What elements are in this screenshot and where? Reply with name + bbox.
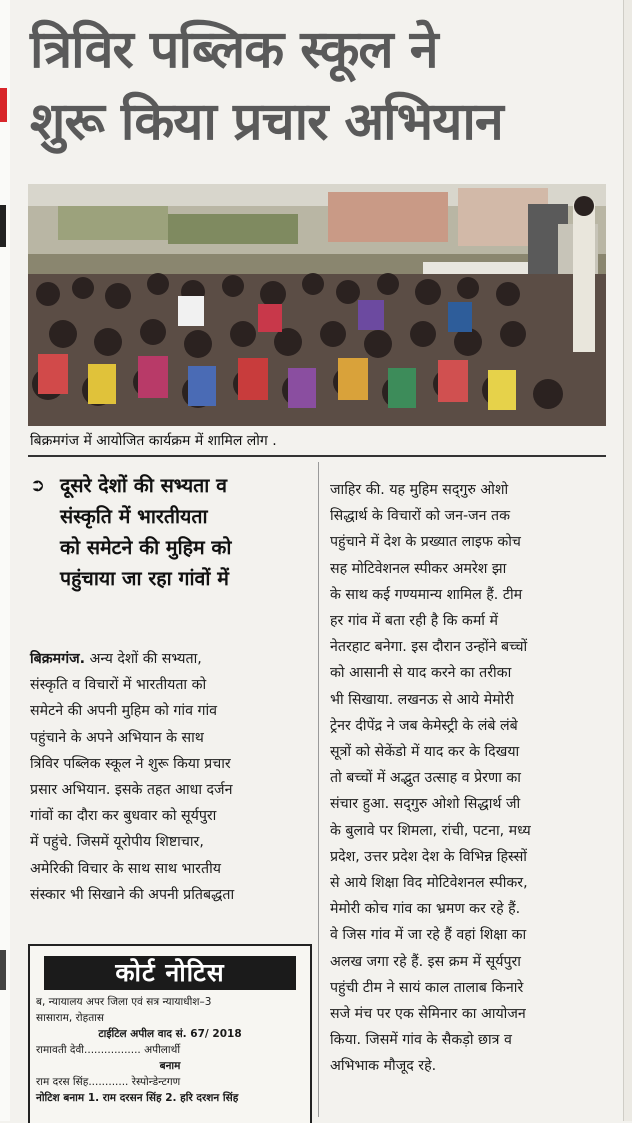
body-line: के बुलावे पर शिमला, रांची, पटना, मध्य (330, 822, 531, 839)
adjacent-column-strip (623, 0, 632, 1121)
notice-line: टाईटिल अपील वाद सं. 67/ 2018 (98, 1028, 242, 1040)
body-line (30, 646, 312, 672)
body-line: संस्कार भी सिखाने की अपनी प्रतिबद्धता (30, 886, 235, 903)
body-line: सिद्धार्थ के विचारों को जन-जन तक (330, 508, 510, 525)
court-notice (28, 944, 312, 1123)
body-line: अमेरिकी विचार के साथ साथ भारतीय (30, 860, 221, 877)
body-line: सजे मंच पर एक सेमिनार का आयोजन (330, 1006, 526, 1023)
caption-rule (28, 455, 606, 457)
arrow-bullet-icon: ➲ (30, 475, 46, 496)
body-line: अभिभाक मौजूद रहे. (330, 1058, 437, 1075)
body-line: पहुंची टीम ने सायं काल तालाब किनारे (330, 979, 524, 996)
body-line: प्रदेश, उत्तर प्रदेश देश के विभिन्न हिस्सों (330, 848, 527, 865)
body-line: प्रसार अभियान. इसके तहत आधा दर्जन (30, 782, 233, 799)
body-line: जाहिर की. यह मुहिम सद्‌गुरु ओशो (330, 482, 509, 498)
body-line: सह मोटिवेशनल स्पीकर अमरेश झा (330, 560, 507, 577)
notice-line: ब, न्यायालय अपर जिला एवं सत्र न्यायाधीश–3 (36, 996, 212, 1008)
notice-line: बनाम (159, 1060, 181, 1072)
article-body-left (30, 646, 312, 908)
headline-line-1: त्रिविर पब्लिक स्कूल ने (30, 20, 438, 80)
body-line: हर गांव में बता रही है कि कर्मा में (330, 613, 498, 630)
body-line: में पहुंचे. जिसमें यूरोपीय शिष्टाचार, (30, 834, 204, 851)
body-line: को आसानी से याद करने का तरीका (330, 665, 512, 682)
body-line: समेटने की अपनी मुहिम को गांव गांव (30, 703, 218, 720)
subheadline (30, 470, 310, 594)
body-line: संस्कृति व विचारों में भारतीयता को (30, 677, 207, 694)
body-line: से आये शिक्षा विद मोटिवेशनल स्पीकर, (330, 875, 528, 892)
notice-line: नोटिश बनाम 1. राम दरसन सिंह 2. हरि दरशन सिंह (36, 1092, 239, 1104)
column-divider (318, 462, 319, 1117)
body-line: नेतरहाट बनेगा. इस दौरान उन्होंने बच्चों (330, 639, 528, 656)
subhead-line: पहुंचाया जा रहा गांवों में (60, 567, 229, 590)
body-line: संचार हुआ. सद्‌गुरु ओशो सिद्धार्थ जी (330, 796, 521, 813)
body-line: गांवों का दौरा कर बुधवार को सूर्यपुरा (30, 808, 217, 825)
photo-caption: बिक्रमगंज में आयोजित कार्यक्रम में शामिल लोग . (30, 433, 277, 449)
body-line: वे जिस गांव में जा रहे हैं वहां शिक्षा का (330, 927, 527, 944)
body-line: अलख जगा रहे हैं. इस क्रम में सूर्यपुरा (330, 953, 521, 970)
body-line: सूत्रों को सेकेंडो में याद कर के दिखया (330, 744, 520, 761)
grey-marker (0, 950, 6, 990)
black-marker (0, 205, 6, 247)
body-line: पहुंचाने के अपने अभियान के साथ (30, 729, 204, 746)
headline-line-2: शुरू किया प्रचार अभियान (30, 92, 503, 152)
body-line: त्रिविर पब्लिक स्कूल ने शुरू किया प्रचार (30, 755, 231, 772)
adjacent-page-strip (0, 0, 10, 1121)
notice-line: सासाराम, रोहतास (36, 1012, 104, 1024)
notice-line: रामावती देवी................. अपीलार्थी (36, 1044, 181, 1056)
headline (30, 14, 610, 158)
body-line: पहुंचाने में देश के प्रख्यात लाइफ कोच (330, 534, 521, 551)
body-line: के साथ कई गण्यमान्य शामिल हैं. टीम (330, 586, 523, 603)
body-line: ट्रेनर दीपेंद्र ने जब केमेस्ट्री के लंबे लंबे (330, 717, 518, 734)
subhead-line: को समेटने की मुहिम को (60, 536, 232, 559)
body-line: मेमोरी कोच गांव का भ्रमण कर रहे हैं. (330, 901, 521, 918)
subhead-line: दूसरे देशों की सभ्यता व (60, 474, 227, 497)
body-line: तो बच्चों में अद्भुत उत्साह व प्रेरणा का (330, 770, 521, 787)
notice-line: राम दरस सिंह............ रेस्पोन्डेन्टगण (36, 1076, 181, 1088)
subhead-line: संस्कृति में भारतीयता (60, 505, 208, 528)
dateline: बिक्रमगंज. (30, 651, 86, 667)
body-line-rest: अन्य देशों की सभ्यता, (85, 651, 202, 667)
crowd-photo-icon (28, 184, 606, 426)
article-body-right (330, 477, 612, 1080)
red-marker (0, 88, 7, 122)
body-line: किया. जिसमें गांव के सैकड़ो छात्र व (330, 1032, 512, 1049)
court-notice-title: कोर्ट नोटिस (44, 956, 296, 990)
body-line: भी सिखाया. लखनऊ से आये मेमोरी (330, 691, 514, 708)
